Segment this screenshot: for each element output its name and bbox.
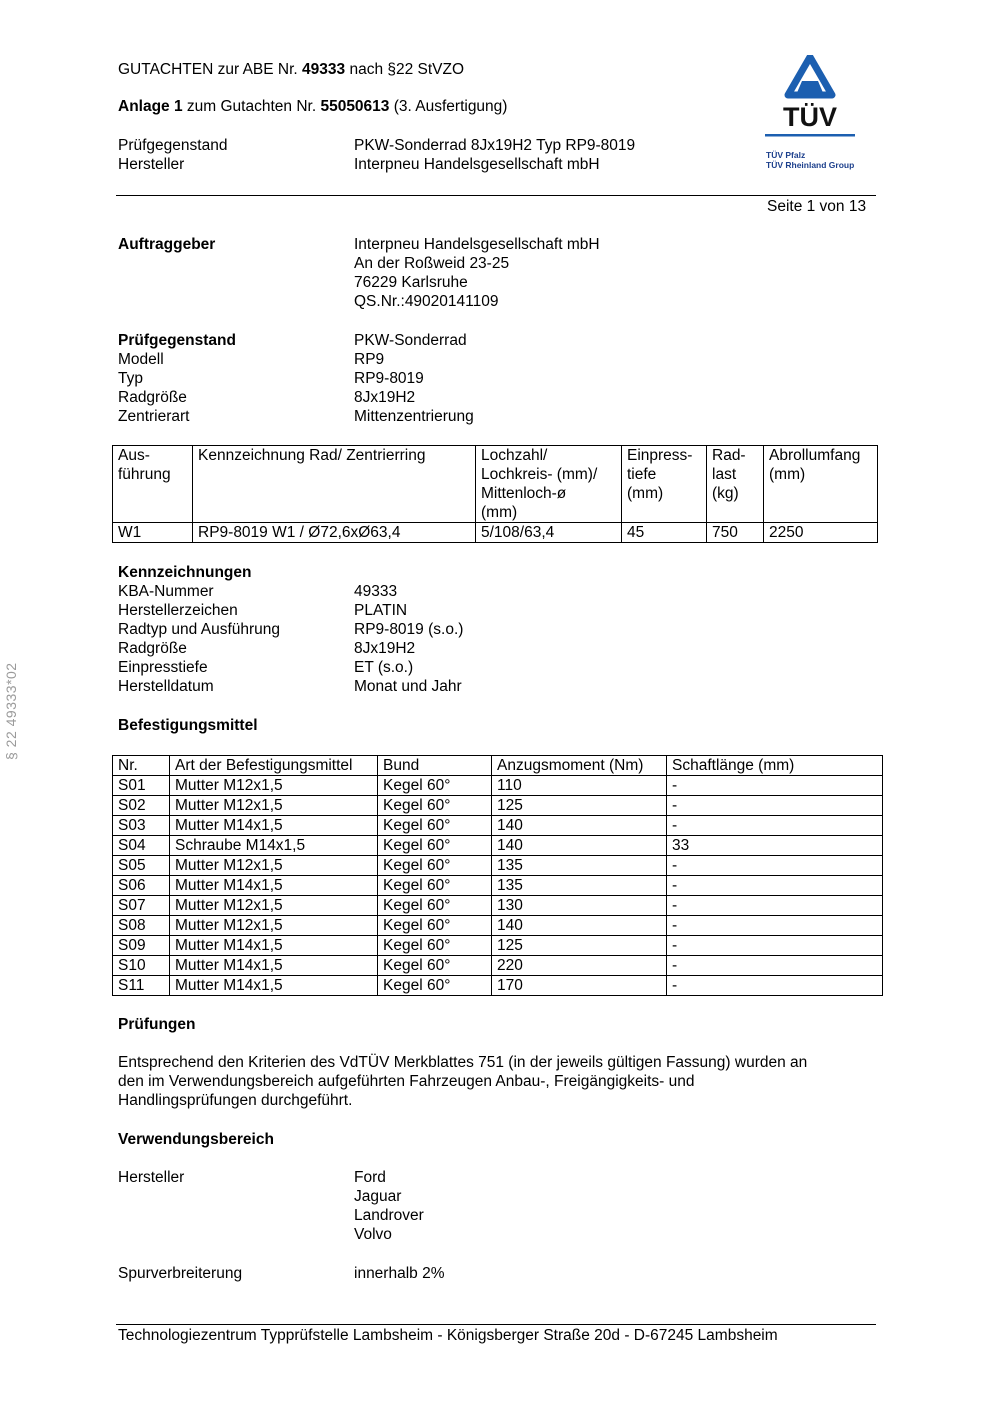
- bolt-cell: Mutter M12x1,5: [170, 916, 378, 936]
- bolt-cell: 135: [492, 856, 667, 876]
- bolt-header-cell: Art der Befestigungsmittel: [170, 756, 378, 776]
- bolt-cell: Mutter M14x1,5: [170, 976, 378, 996]
- kennzeichnungen-values: [354, 582, 463, 696]
- spur-value: innerhalb 2%: [354, 1265, 445, 1282]
- pruefungen-line: den im Verwendungsbereich aufgeführten Fahrzeugen Anbau-, Freigängigkeits- und: [118, 1073, 695, 1090]
- bolt-cell: Kegel 60°: [378, 936, 492, 956]
- bolt-cell: S04: [113, 836, 170, 856]
- bolt-cell: -: [667, 876, 883, 896]
- bolt-table-row: [113, 816, 883, 836]
- wheel-table: [112, 445, 878, 543]
- bolt-cell: 140: [492, 816, 667, 836]
- wheel-header-cell: Rad- last (kg): [707, 446, 764, 523]
- wheel-header-cell: Kennzeichnung Rad/ Zentrierring: [193, 446, 476, 523]
- bolt-cell: Kegel 60°: [378, 956, 492, 976]
- bolt-cell: -: [667, 816, 883, 836]
- footer-text: Technologiezentrum Typprüfstelle Lambsheim - Königsberger Straße 20d - D-67245 Lambsheim: [118, 1327, 778, 1344]
- wheel-header-cell: Einpress- tiefe (mm): [622, 446, 707, 523]
- bolt-cell: 170: [492, 976, 667, 996]
- hersteller-item: Ford: [354, 1169, 386, 1186]
- auftraggeber-line: QS.Nr.:49020141109: [354, 293, 499, 310]
- bolt-cell: -: [667, 936, 883, 956]
- zentrierart-label: Zentrierart: [118, 408, 190, 425]
- tuv-logo-icon: [760, 55, 860, 150]
- bolt-cell: Mutter M12x1,5: [170, 856, 378, 876]
- kennzeichnung-label: Radtyp und Ausführung: [118, 621, 281, 638]
- befestigung-title: Befestigungsmittel: [118, 717, 258, 734]
- bolt-cell: 135: [492, 876, 667, 896]
- bolt-table-row: [113, 916, 883, 936]
- wheel-header-cell: Abrollumfang (mm): [764, 446, 878, 523]
- pruefungen-title: Prüfungen: [118, 1016, 196, 1033]
- kennzeichnung-label: Radgröße: [118, 640, 187, 657]
- bolt-cell: Schraube M14x1,5: [170, 836, 378, 856]
- bolt-table-header: [113, 756, 883, 776]
- bolt-cell: -: [667, 776, 883, 796]
- bolt-table-row: [113, 956, 883, 976]
- tuv-logo-line1: TÜV Pfalz: [766, 150, 806, 160]
- radgroesse-label: Radgröße: [118, 389, 187, 406]
- side-stamp: § 22 49333*02: [3, 662, 19, 760]
- bolt-table: [112, 755, 883, 996]
- bolt-cell: 33: [667, 836, 883, 856]
- kennzeichnung-value: ET (s.o.): [354, 659, 414, 676]
- kennzeichnung-value: Monat und Jahr: [354, 678, 462, 695]
- wheel-header-cell: Lochzahl/ Lochkreis- (mm)/ Mittenloch-ø (mm): [476, 446, 622, 523]
- kennzeichnung-label: Einpresstiefe: [118, 659, 208, 676]
- bolt-cell: Mutter M12x1,5: [170, 896, 378, 916]
- bolt-table-row: [113, 896, 883, 916]
- typ-value: RP9-8019: [354, 370, 424, 387]
- header-hersteller-value: Interpneu Handelsgesellschaft mbH: [354, 156, 600, 173]
- bolt-cell: Kegel 60°: [378, 856, 492, 876]
- verwendung-hersteller-label: Hersteller: [118, 1169, 185, 1186]
- radgroesse-value: 8Jx19H2: [354, 389, 416, 406]
- bolt-table-row: [113, 876, 883, 896]
- kennzeichnung-label: Herstelldatum: [118, 678, 214, 695]
- wheel-cell: 5/108/63,4: [476, 523, 622, 543]
- kennzeichnungen-labels: [118, 582, 280, 696]
- bolt-cell: S02: [113, 796, 170, 816]
- wheel-cell: 750: [707, 523, 764, 543]
- annex-title: Anlage 1 zum Gutachten Nr. 55050613 (3. Ausfertigung): [118, 98, 508, 115]
- auftraggeber-line: 76229 Karlsruhe: [354, 274, 468, 291]
- header-hersteller-label: Hersteller: [118, 156, 185, 173]
- verwendung-hersteller-list: [354, 1168, 424, 1244]
- bolt-cell: S08: [113, 916, 170, 936]
- bolt-cell: Kegel 60°: [378, 876, 492, 896]
- bolt-cell: S11: [113, 976, 170, 996]
- tuv-logo-line2: TÜV Rheinland Group: [766, 160, 855, 170]
- bolt-cell: Kegel 60°: [378, 796, 492, 816]
- wheel-cell: W1: [113, 523, 193, 543]
- wheel-table-header: [113, 446, 878, 523]
- auftraggeber-label: Auftraggeber: [118, 236, 216, 253]
- bolt-cell: Mutter M12x1,5: [170, 796, 378, 816]
- modell-label: Modell: [118, 351, 164, 368]
- pruefungen-line: Handlingsprüfungen durchgeführt.: [118, 1092, 353, 1109]
- tuv-logo-subtitle: [766, 150, 854, 170]
- bolt-header-cell: Nr.: [113, 756, 170, 776]
- report-title: GUTACHTEN zur ABE Nr. 49333 nach §22 StVZO: [118, 61, 465, 78]
- bolt-cell: S05: [113, 856, 170, 876]
- bolt-cell: 220: [492, 956, 667, 976]
- bolt-header-cell: Anzugsmoment (Nm): [492, 756, 667, 776]
- pruefgegenstand-label: Prüfgegenstand: [118, 332, 236, 349]
- bolt-cell: Kegel 60°: [378, 816, 492, 836]
- kennzeichnung-value: RP9-8019 (s.o.): [354, 621, 464, 638]
- header-pg-value: PKW-Sonderrad 8Jx19H2 Typ RP9-8019: [354, 137, 636, 154]
- pruefgegenstand-labels: [118, 331, 236, 426]
- bolt-cell: Kegel 60°: [378, 776, 492, 796]
- pruefungen-text: [118, 1053, 807, 1110]
- bolt-cell: -: [667, 796, 883, 816]
- bolt-cell: 125: [492, 936, 667, 956]
- bolt-cell: Mutter M14x1,5: [170, 956, 378, 976]
- bolt-cell: 140: [492, 916, 667, 936]
- kennzeichnung-value: PLATIN: [354, 602, 408, 619]
- verwendung-title: Verwendungsbereich: [118, 1131, 274, 1148]
- wheel-table-row: [113, 523, 878, 543]
- bolt-cell: Kegel 60°: [378, 896, 492, 916]
- bolt-cell: -: [667, 896, 883, 916]
- typ-label: Typ: [118, 370, 143, 387]
- kennzeichnung-label: Herstellerzeichen: [118, 602, 238, 619]
- footer-divider: [116, 1324, 876, 1325]
- kennzeichnung-value: 49333: [354, 583, 398, 600]
- bolt-cell: Kegel 60°: [378, 916, 492, 936]
- bolt-table-row: [113, 856, 883, 876]
- bolt-cell: Mutter M14x1,5: [170, 876, 378, 896]
- wheel-header-cell: Aus- führung: [113, 446, 193, 523]
- kennzeichnungen-title: Kennzeichnungen: [118, 564, 252, 581]
- modell-value: RP9: [354, 351, 385, 368]
- pruefgegenstand-values: [354, 331, 474, 426]
- bolt-table-row: [113, 836, 883, 856]
- bolt-header-cell: Bund: [378, 756, 492, 776]
- bolt-cell: -: [667, 916, 883, 936]
- bolt-cell: 130: [492, 896, 667, 916]
- bolt-cell: S06: [113, 876, 170, 896]
- bolt-table-row: [113, 936, 883, 956]
- kennzeichnung-label: KBA-Nummer: [118, 583, 214, 600]
- hersteller-item: Landrover: [354, 1207, 424, 1224]
- auftraggeber-address: [354, 235, 600, 311]
- auftraggeber-line: Interpneu Handelsgesellschaft mbH: [354, 236, 600, 253]
- bolt-header-cell: Schaftlänge (mm): [667, 756, 883, 776]
- header-pg-label: Prüfgegenstand: [118, 137, 228, 154]
- bolt-cell: -: [667, 976, 883, 996]
- bolt-cell: Mutter M14x1,5: [170, 816, 378, 836]
- bolt-cell: Mutter M12x1,5: [170, 776, 378, 796]
- bolt-cell: 110: [492, 776, 667, 796]
- bolt-cell: S07: [113, 896, 170, 916]
- wheel-cell: 45: [622, 523, 707, 543]
- header-divider: [116, 195, 876, 196]
- bolt-cell: 125: [492, 796, 667, 816]
- zentrierart-value: Mittenzentrierung: [354, 408, 474, 425]
- bolt-cell: S10: [113, 956, 170, 976]
- bolt-cell: -: [667, 856, 883, 876]
- bolt-table-row: [113, 776, 883, 796]
- bolt-cell: Mutter M14x1,5: [170, 936, 378, 956]
- auftraggeber-line: An der Roßweid 23-25: [354, 255, 510, 272]
- kennzeichnung-value: 8Jx19H2: [354, 640, 416, 657]
- bolt-cell: -: [667, 956, 883, 976]
- wheel-cell: 2250: [764, 523, 878, 543]
- bolt-cell: 140: [492, 836, 667, 856]
- spur-label: Spurverbreiterung: [118, 1265, 243, 1282]
- bolt-cell: Kegel 60°: [378, 836, 492, 856]
- bolt-cell: S01: [113, 776, 170, 796]
- bolt-table-row: [113, 976, 883, 996]
- page-number: Seite 1 von 13: [767, 198, 867, 215]
- pruefgegenstand-value: PKW-Sonderrad: [354, 332, 467, 349]
- bolt-cell: Kegel 60°: [378, 976, 492, 996]
- wheel-cell: RP9-8019 W1 / Ø72,6xØ63,4: [193, 523, 476, 543]
- hersteller-item: Volvo: [354, 1226, 392, 1243]
- bolt-cell: S03: [113, 816, 170, 836]
- tuv-logo-text: TÜV: [783, 102, 837, 132]
- pruefungen-line: Entsprechend den Kriterien des VdTÜV Merkblattes 751 (in der jeweils gültigen Fassung) wurden an: [118, 1054, 808, 1071]
- hersteller-item: Jaguar: [354, 1188, 402, 1205]
- bolt-table-row: [113, 796, 883, 816]
- bolt-cell: S09: [113, 936, 170, 956]
